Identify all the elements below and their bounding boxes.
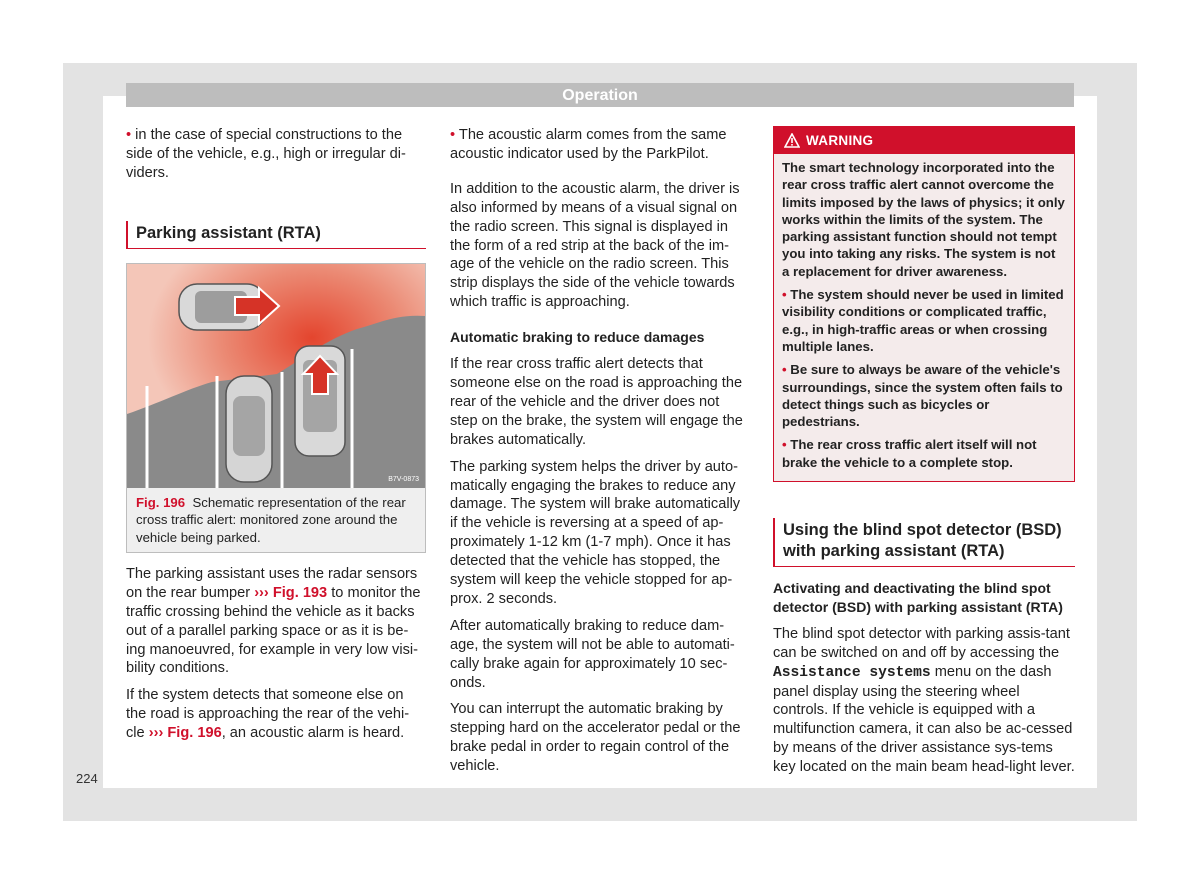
- menu-name: Assistance systems: [773, 664, 931, 681]
- bullet-icon: •: [782, 362, 787, 378]
- car-left-icon: [226, 376, 272, 482]
- intro-bullet: • in the case of special constructions to the side of the vehicle, e.g., high or irregular di-viders.: [126, 127, 406, 181]
- bullet-icon: •: [782, 287, 787, 303]
- column-3: [773, 126, 1075, 785]
- section-title-bsd: Using the blind spot detector (BSD) with parking assistant (RTA): [773, 518, 1075, 567]
- warning-bullet: • Be sure to always be aware of the vehicle's surroundings, since the system often fails to detect things such as bicycles or pedestrians.: [782, 362, 1063, 430]
- rta-schematic-illustration: [127, 264, 425, 488]
- warning-box: [773, 126, 1075, 482]
- bullet-item: • The acoustic alarm comes from the same acoustic indicator used by the ParkPilot.: [450, 127, 727, 162]
- subheading: Activating and deactivating the blind spot detector (BSD) with parking assistant (RTA): [773, 580, 1063, 615]
- warning-header: WARNING: [774, 127, 1074, 154]
- paragraph: The parking assistant uses the radar sensors on the rear bumper ››› Fig. 193 to monitor the traffic crossing behind the vehicle as it backs out of a parallel parking space or as it is be-ing manoeuvred, for example in very low visi-bility conditions.: [126, 565, 421, 677]
- bullet-icon: •: [450, 127, 456, 143]
- column-2: [450, 126, 750, 784]
- section-header-title: Operation: [562, 87, 638, 104]
- warning-bullet: • The system should never be used in limited visibility conditions or complicated traffic, e.g., in high-traffic areas or when crossing multiple lanes.: [782, 287, 1064, 354]
- bullet-icon: •: [126, 127, 132, 143]
- paragraph: If the rear cross traffic alert detects that someone else on the road is approaching the rear of the vehicle and the driver does not step on the brake, the system will engage the brakes automatically.: [450, 356, 743, 448]
- subheading: Automatic braking to reduce damages: [450, 329, 705, 346]
- page-number: 224: [76, 771, 98, 786]
- paragraph: The blind spot detector with parking assis-tant can be switched on and off by accessing the Assistance systems menu on the dash panel display using the steering wheel controls. If the vehicle is equipped with a multifunction camera, it can also be ac-cessed by means of the driver assistance sys-tems key located on the main beam head-light lever.: [773, 625, 1075, 776]
- column-1: [126, 126, 426, 751]
- paragraph: The parking system helps the driver by auto-matically engaging the brakes to reduce any damage. The system will brake automatically if the vehicle is reversing at a speed of ap-proximately 1-12 km (1-7 mph). Once it has detected that the vehicle has stopped, the system will keep the vehicle stopped for ap-prox. 2 seconds.: [450, 458, 741, 607]
- figure-link[interactable]: ››› Fig. 196: [148, 725, 222, 742]
- paragraph: You can interrupt the automatic braking by stepping hard on the accelerator pedal or the brake pedal in order to regain control of the vehicle.: [450, 701, 741, 775]
- paragraph: In addition to the acoustic alarm, the driver is also informed by means of a visual signal on the radio screen. This signal is displayed in the form of a red strip at the back of the im-age of the vehicle on the radio screen. This strip displays the side of the vehicle towards which traffic is approaching.: [450, 180, 740, 311]
- section-title-parking-assistant: Parking assistant (RTA): [126, 221, 426, 249]
- warning-bullet: • The rear cross traffic alert itself will not brake the vehicle to a complete stop.: [782, 437, 1037, 470]
- warning-body: [774, 154, 1074, 481]
- figure-caption: Fig. 196 Schematic representation of the rear cross traffic alert: monitored zone around the vehicle being parked.: [127, 488, 425, 552]
- paragraph: After automatically braking to reduce dam-age, the system will not be able to automati-cally brake again for approximately 10 sec-onds.: [450, 617, 735, 691]
- figure-196: [126, 263, 426, 553]
- paragraph: If the system detects that someone else on the road is approaching the rear of the vehi-cle ››› Fig. 196, an acoustic alarm is heard.: [126, 687, 410, 742]
- figure-link[interactable]: ››› Fig. 193: [254, 584, 328, 601]
- bullet-icon: •: [782, 437, 787, 453]
- warning-paragraph: The smart technology incorporated into the rear cross traffic alert cannot overcome the limits imposed by the laws of physics; it only works within the limits of the system. The parking assistant function should not tempt you into taking any risks. The system is not a replacement for driver awareness.: [782, 160, 1065, 279]
- figure-code: B7V-0873: [388, 475, 419, 483]
- section-header: [126, 83, 1074, 107]
- warning-triangle-icon: [784, 133, 800, 148]
